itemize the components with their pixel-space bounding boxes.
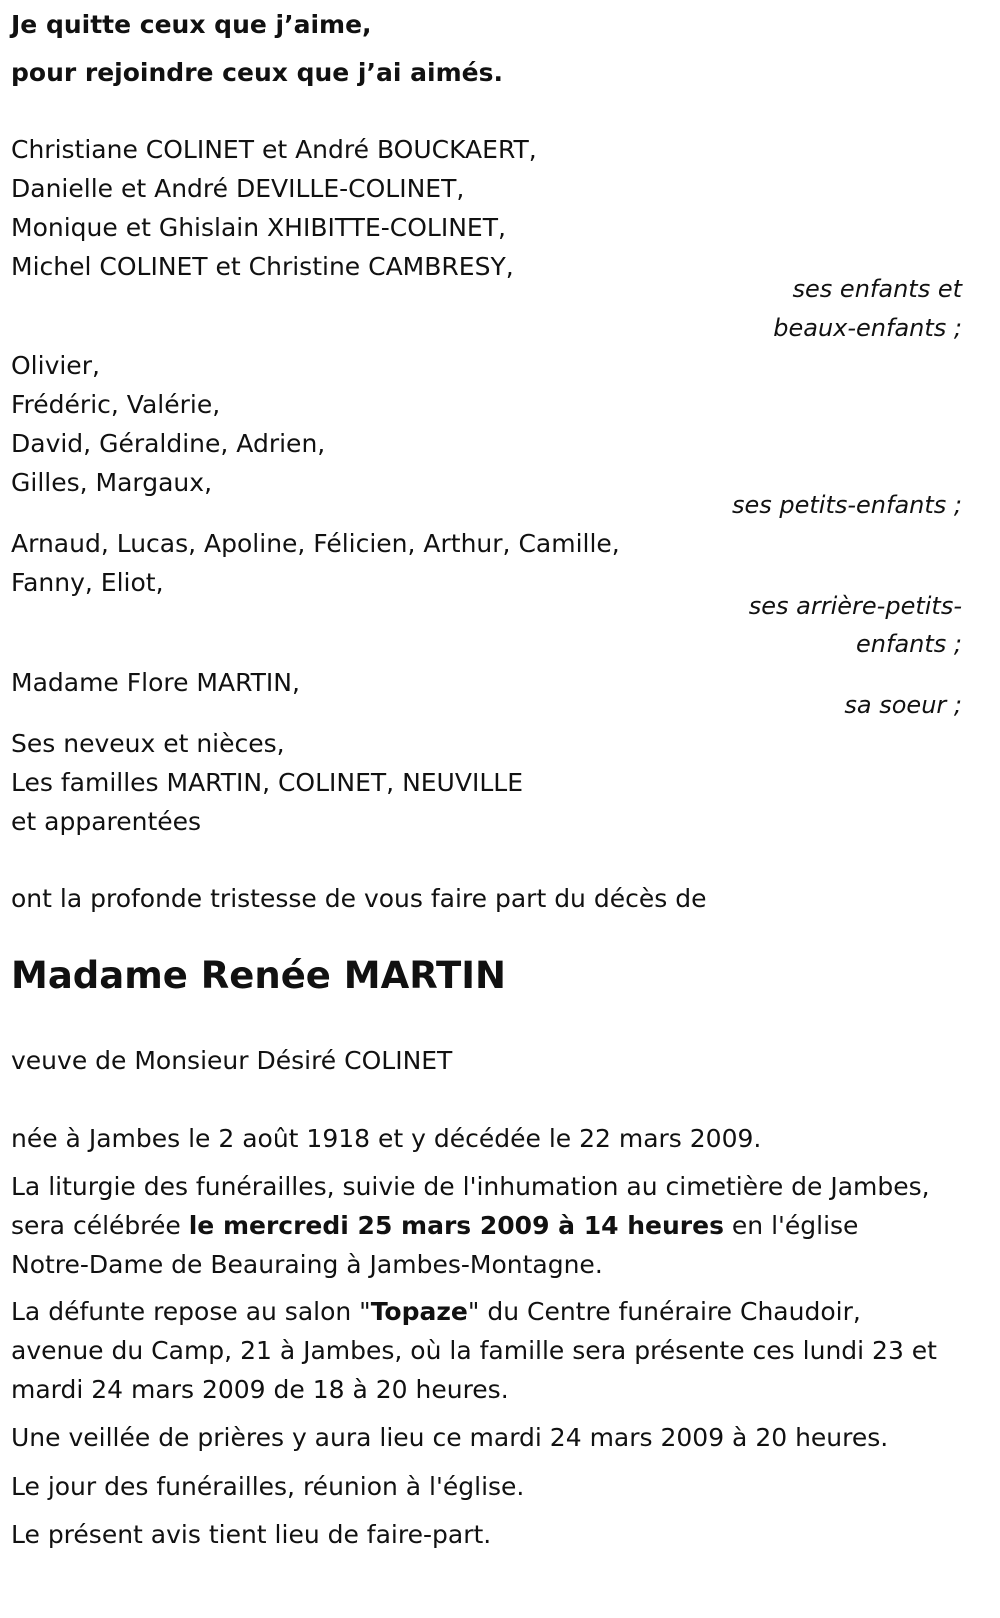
grandchildren-name-line: Frédéric, Valérie,: [11, 390, 221, 419]
children-role-line-1: ses enfants et: [792, 275, 962, 303]
sister-name: Madame Flore MARTIN,: [11, 668, 300, 697]
great-grandchildren-role-line-2: enfants ;: [856, 630, 962, 658]
children-name-line: Monique et Ghislain XHIBITTE-COLINET,: [11, 213, 506, 242]
notice-text: Le présent avis tient lieu de faire-part.: [11, 1520, 492, 1549]
viewing-line-1-before: La défunte repose au salon ": [11, 1297, 371, 1326]
viewing-line-1: [11, 1297, 861, 1327]
vigil-text: Une veillée de prières y aura lieu ce mardi 24 mars 2009 à 20 heures.: [11, 1423, 889, 1452]
funeral-line-1: La liturgie des funérailles, suivie de l'inhumation au cimetière de Jambes,: [11, 1172, 930, 1201]
viewing-line-3: mardi 24 mars 2009 de 18 à 20 heures.: [11, 1375, 509, 1404]
great-grandchildren-name-line: Fanny, Eliot,: [11, 568, 164, 597]
children-role-line-2: beaux-enfants ;: [773, 314, 962, 342]
viewing-line-1-after: " du Centre funéraire Chaudoir,: [467, 1297, 861, 1326]
deceased-widow-of: veuve de Monsieur Désiré COLINET: [11, 1046, 453, 1075]
deceased-dates: née à Jambes le 2 août 1918 et y décédée le 22 mars 2009.: [11, 1124, 762, 1153]
deceased-name: Madame Renée MARTIN: [11, 954, 507, 997]
children-name-line: Danielle et André DEVILLE-COLINET,: [11, 174, 465, 203]
great-grandchildren-name-line: Arnaud, Lucas, Apoline, Félicien, Arthur, Camille,: [11, 529, 620, 558]
grandchildren-name-line: David, Géraldine, Adrien,: [11, 429, 326, 458]
meeting-text: Le jour des funérailles, réunion à l'église.: [11, 1472, 525, 1501]
sister-role: sa soeur ;: [844, 691, 962, 719]
children-name-line: Michel COLINET et Christine CAMBRESY,: [11, 252, 514, 281]
funeral-line-3: Notre-Dame de Beauraing à Jambes-Montagne.: [11, 1250, 603, 1279]
funeral-line-2-after: en l'église: [723, 1211, 859, 1240]
great-grandchildren-role-line-1: ses arrière-petits-: [748, 592, 962, 620]
relatives-line: Les familles MARTIN, COLINET, NEUVILLE: [11, 768, 523, 797]
funeral-date-time: le mercredi 25 mars 2009 à 14 heures: [188, 1211, 724, 1240]
announcement-text: ont la profonde tristesse de vous faire part du décès de: [11, 884, 707, 913]
viewing-salon-name: Topaze: [370, 1297, 468, 1326]
grandchildren-role: ses petits-enfants ;: [731, 491, 962, 519]
relatives-line: Ses neveux et nièces,: [11, 729, 285, 758]
epigraph-line-1: Je quitte ceux que j’aime,: [11, 10, 372, 39]
children-name-line: Christiane COLINET et André BOUCKAERT,: [11, 135, 537, 164]
funeral-line-2: [11, 1211, 858, 1241]
grandchildren-name-line: Olivier,: [11, 351, 100, 380]
epigraph-line-2: pour rejoindre ceux que j’ai aimés.: [11, 58, 503, 87]
viewing-line-2: avenue du Camp, 21 à Jambes, où la famille sera présente ces lundi 23 et: [11, 1336, 937, 1365]
relatives-line: et apparentées: [11, 807, 202, 836]
grandchildren-name-line: Gilles, Margaux,: [11, 468, 213, 497]
funeral-line-2-before: sera célébrée: [11, 1211, 189, 1240]
